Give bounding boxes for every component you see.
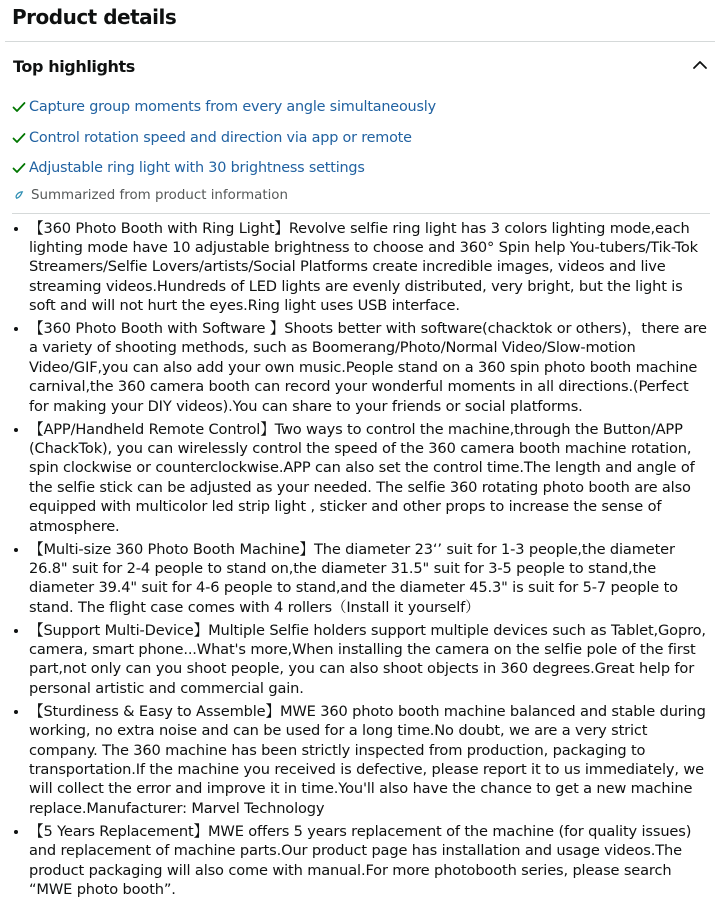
feature-bullet: • 【Support Multi-Device】Multiple Selfie holders support multiple devices such as Tablet,Gopro, camera, smart phone...What's more,When installing the camera on the selfie pole of the first part,not only can you shoot people, you can also shoot objects in 360 degrees.Great help for personal artistic and commercial gain. xyxy=(29,621,710,699)
highlight-text: Capture group moments from every angle simultaneously xyxy=(29,99,436,115)
top-highlights-title: Top highlights xyxy=(13,57,135,76)
top-highlights-header[interactable] xyxy=(0,42,720,92)
feature-bullet: • 【APP/Handheld Remote Control】Two ways to control the machine,through the Button/APP (ChackTok), you can wirelessly control the speed of the 360 camera booth machine rotation, spin clockwise or counterclockwise.APP can also set the control time.The length and angle of the selfie stick can be adjusted as your needed. The selfie 360 rotating photo booth are also equipped with multicolor led strip light , sticker and other props to increase the sense of atmosphere. xyxy=(29,420,710,536)
feature-bullet: • 【Multi-size 360 Photo Booth Machine】The diameter 23‘’ suit for 1-3 people,the diameter 26.8" suit for 2-4 people to stand on,the diameter 31.5" suit for 3-5 people to stand,the diameter 39.4" suit for 4-6 people to stand,and the diameter 45.3" is suit for 5-7 people to stand. The flight case comes with 4 rollers（Install it yourself） xyxy=(29,540,710,618)
highlight-item[interactable] xyxy=(12,92,720,123)
checkmark-icon xyxy=(12,100,26,114)
highlight-text: Adjustable ring light with 30 brightness settings xyxy=(29,160,365,176)
feature-bullet: • 【360 Photo Booth with Software 】Shoots better with software(chacktok or others)，there are a variety of shooting methods, such as Boomerang/Photo/Normal Video/Slow-motion Video/GIF,you can also add your own music.People stand on a 360 spin photo booth machine carnival,the 360 camera booth can record your wonderful moments in all directions.(Perfect for making your DIY videos).You can share to your friends or social platforms. xyxy=(29,319,710,416)
feature-bullets xyxy=(0,219,720,899)
feature-bullet: • 【5 Years Replacement】MWE offers 5 years replacement of the machine (for quality issues) and replacement of machine parts.Our product page has installation and usage videos.The product packaging will also come with manual.For more photobooth series, please search “MWE photo booth”. xyxy=(29,822,710,899)
page-title: Product details xyxy=(0,0,720,36)
summary-divider xyxy=(12,213,710,214)
feature-bullet: • 【360 Photo Booth with Ring Light】Revolve selfie ring light has 3 colors lighting mode,each lighting mode have 10 adjustable brightness to choose and 360° Spin help You-tubers/Tik-Tok Streamers/Selfie Lovers/artists/Social Platforms create incredible images, videos and live streaming videos.Hundreds of LED lights are evenly distributed, very bright, but the light is soft and will not hurt the eyes.Ring light uses USB interface. xyxy=(29,219,710,316)
highlight-item[interactable] xyxy=(12,153,720,184)
summary-note-text: Summarized from product information xyxy=(31,188,288,203)
summary-note xyxy=(0,185,720,207)
highlight-text: Control rotation speed and direction via app or remote xyxy=(29,130,412,146)
checkmark-icon xyxy=(12,161,26,175)
ai-sparkle-icon xyxy=(14,190,25,201)
highlights-list xyxy=(0,92,720,184)
highlight-item[interactable] xyxy=(12,123,720,154)
checkmark-icon xyxy=(12,131,26,145)
feature-bullet: • 【Sturdiness & Easy to Assemble】MWE 360 photo booth machine balanced and stable during working, no extra noise and can be used for a long time.No doubt, we are a very strict company. The 360 machine has been strictly inspected from production, packaging to transportation.If the machine you received is defective, please report it to us immediately, we will collect the error and improve it in time.You'll also have the chance to get a new machine replace.Manufacturer: Marvel Technology xyxy=(29,702,710,818)
chevron-up-icon[interactable] xyxy=(690,55,710,75)
